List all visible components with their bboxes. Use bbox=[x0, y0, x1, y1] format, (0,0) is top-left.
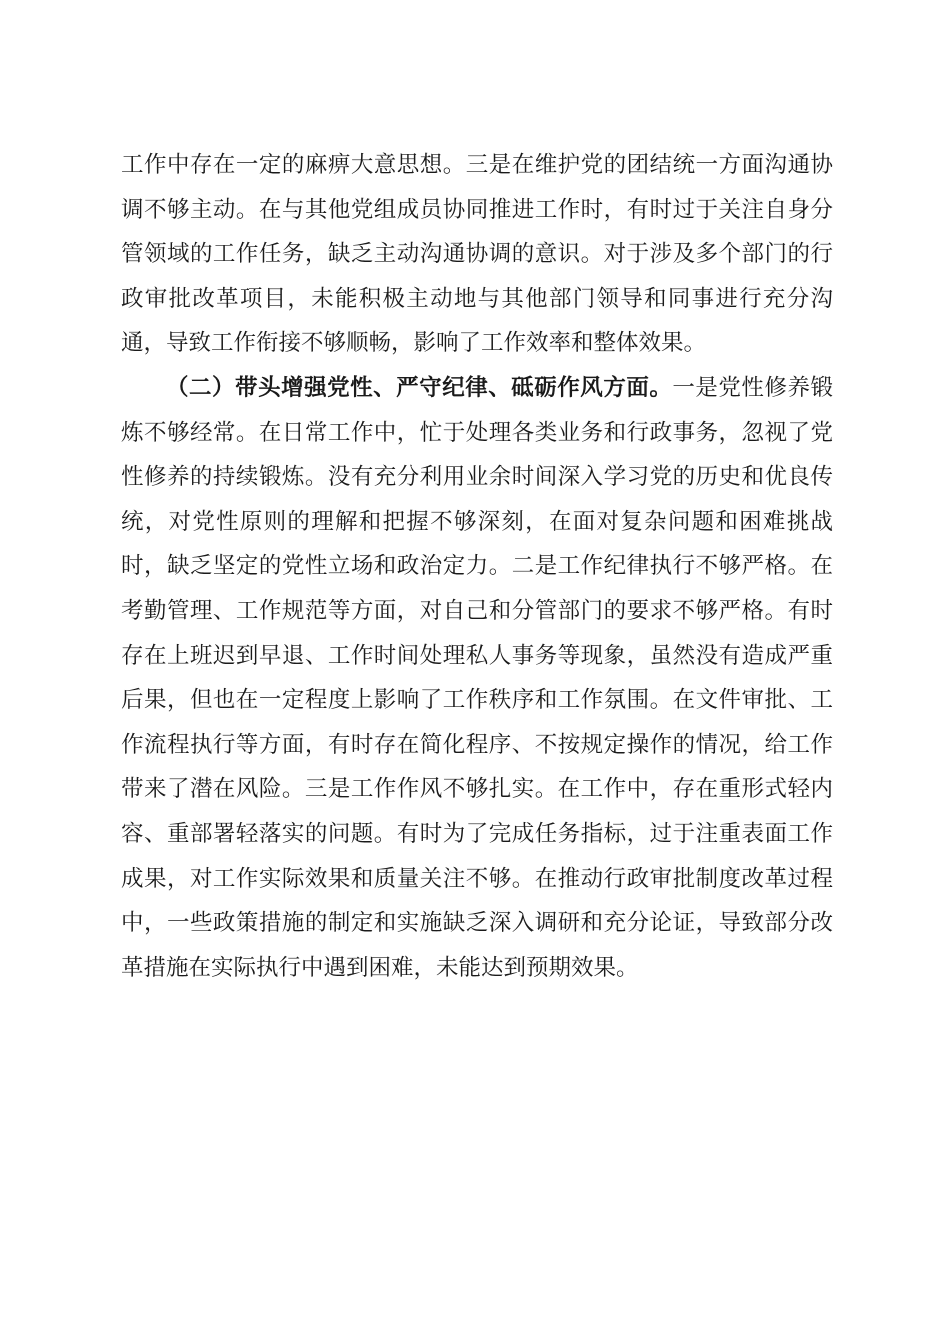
paragraph-section-two bbox=[121, 366, 833, 990]
section-heading: （二）带头增强党性、严守纪律、砥砺作风方面。 bbox=[166, 374, 673, 401]
section-body-text: 一是党性修养锻炼不够经常。在日常工作中，忙于处理各类业务和行政事务，忽视了党性修养的持续锻炼。没有充分利用业余时间深入学习党的历史和优良传统，对党性原则的理解和把握不够深刻，在面对复杂问题和困难挑战时，缺乏坚定的党性立场和政治定力。二是工作纪律执行不够严格。在考勤管理、工作规范等方面，对自己和分管部门的要求不够严格。有时存在上班迟到早退、工作时间处理私人事务等现象，虽然没有造成严重后果，但也在一定程度上影响了工作秩序和工作氛围。在文件审批、工作流程执行等方面，有时存在简化程序、不按规定操作的情况，给工作带来了潜在风险。三是工作作风不够扎实。在工作中，存在重形式轻内容、重部署轻落实的问题。有时为了完成任务指标，过于注重表面工作成果，对工作实际效果和质量关注不够。在推动行政审批制度改革过程中，一些政策措施的制定和实施缺乏深入调研和充分论证，导致部分改革措施在实际执行中遇到困难，未能达到预期效果。 bbox=[121, 374, 833, 981]
document-body bbox=[121, 143, 833, 990]
paragraph-continuation: 工作中存在一定的麻痹大意思想。三是在维护党的团结统一方面沟通协调不够主动。在与其他党组成员协同推进工作时，有时过于关注自身分管领域的工作任务，缺乏主动沟通协调的意识。对于涉及多个部门的行政审批改革项目，未能积极主动地与其他部门领导和同事进行充分沟通，导致工作衔接不够顺畅，影响了工作效率和整体效果。 bbox=[121, 152, 833, 357]
